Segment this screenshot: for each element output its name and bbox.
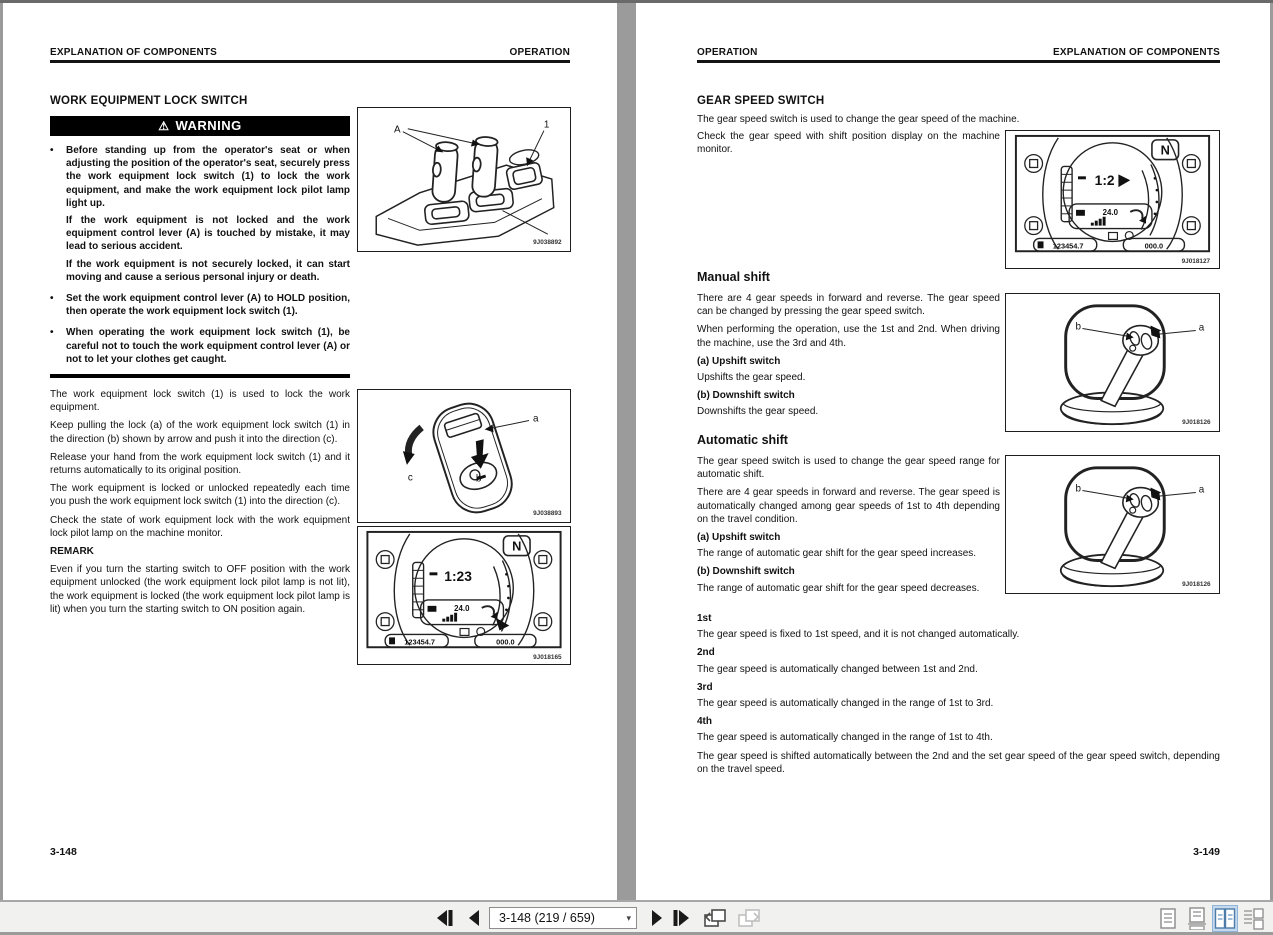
paragraph: The gear speed switch is used to change the gear speed range for automatic shift. <box>697 456 1000 481</box>
figure-label-a: a <box>1198 322 1205 334</box>
running-header-left: EXPLANATION OF COMPONENTS <box>50 47 218 58</box>
gear-mode-text: The gear speed is fixed to 1st speed, and it is not changed automatically. <box>697 629 1020 641</box>
warning-text: Before standing up from the operator's seat or when adjusting the position of the operator's seat, securely press the work equipment lock switch (1) to lock the work equipment, and make the work equipment lock pilot lamp light up. <box>66 145 350 209</box>
warning-bottom-rule <box>50 374 350 378</box>
gear-mode-label: 4th <box>697 716 712 728</box>
paragraph: There are 4 gear speeds in forward and reverse. The gear speed can be changed by pressing the gear speed switch. <box>697 293 1000 318</box>
figure-gear-lever-automatic <box>1005 455 1220 594</box>
monitor-shift-position: 1:2 <box>1094 173 1115 189</box>
header-rule <box>50 60 570 63</box>
page-number: 3-149 <box>1193 846 1220 858</box>
gear-mode-text: The gear speed is automatically changed in the range of 1st to 3rd. <box>697 698 994 710</box>
page-title: WORK EQUIPMENT LOCK SWITCH <box>50 95 248 107</box>
monitor-speed: 000.0 <box>496 637 515 647</box>
downshift-switch-label: (b) Downshift switch <box>697 390 795 402</box>
running-header-right: OPERATION <box>509 47 570 58</box>
figure-label-a: a <box>532 413 539 425</box>
paragraph: Check the state of work equipment lock with the work equipment lock pilot lamp on the machine monitor. <box>50 514 350 539</box>
view-mode-continuous-button[interactable] <box>1185 906 1209 931</box>
figure-console-levers <box>357 107 571 252</box>
intro-paragraph <box>697 113 1220 131</box>
previous-view-button[interactable] <box>702 908 728 928</box>
warning-bullet <box>50 144 350 288</box>
upshift-switch-label: (a) Upshift switch <box>697 532 781 544</box>
paragraph: The work equipment is locked or unlocked repeatedly each time you push the work equipment lock switch (1) into the direction (c). <box>50 483 350 508</box>
view-mode-single-page-button[interactable] <box>1156 906 1180 931</box>
warning-text: If the work equipment is not securely locked, it can start moving and cause a serious personal injury or death. <box>66 258 350 283</box>
figure-monitor-shift-display <box>1005 130 1220 269</box>
paragraph: The gear speed switch is used to change the gear speed of the machine. <box>697 114 1020 125</box>
figure-code: 9J018127 <box>1181 258 1211 266</box>
upshift-switch-label: (a) Upshift switch <box>697 355 781 367</box>
paragraph: The range of automatic gear shift for the gear speed decreases. <box>697 582 980 594</box>
monitor-odometer: 123454.7 <box>404 637 436 647</box>
page-number-value: 3-148 (219 / 659) <box>499 911 595 925</box>
figure-label-b: b <box>1075 321 1082 333</box>
automatic-shift-heading: Automatic shift <box>697 433 788 447</box>
left-text-column <box>50 116 350 621</box>
remark-text: Even if you turn the starting switch to OFF position with the work equipment unlocked (the work equipment lock pilot lamp is not lit), the work equipment is locked (the work equipment lock pilot lamp is lit) when you turn the starting switch to ON position again. <box>50 564 350 615</box>
previous-page-button[interactable] <box>464 908 486 928</box>
warning-block <box>50 116 350 378</box>
warning-bullet <box>50 292 350 322</box>
warning-icon: ⚠ <box>158 119 170 133</box>
gear-mode-list <box>697 611 1220 781</box>
manual-shift-text <box>697 292 1000 424</box>
downshift-switch-label: (b) Downshift switch <box>697 566 795 578</box>
figure-code: 9J018126 <box>1182 419 1211 427</box>
gear-mode-label: 1st <box>697 613 712 624</box>
paragraph: When performing the operation, use the 1st and 2nd. When driving the machine, use the 3rd and 4th. <box>697 324 1000 349</box>
running-header-left: OPERATION <box>697 47 758 58</box>
next-page-button[interactable] <box>645 908 667 928</box>
page-number: 3-148 <box>50 846 77 858</box>
intro-paragraph-2 <box>697 130 1000 161</box>
monitor-odometer: 123454.7 <box>1052 241 1084 251</box>
view-mode-facing-button[interactable] <box>1213 906 1237 931</box>
gear-mode-label: 3rd <box>697 681 713 693</box>
pdf-page-right <box>636 3 1270 900</box>
paragraph: The work equipment lock switch (1) is used to lock the work equipment. <box>50 389 350 414</box>
warning-header <box>50 116 350 136</box>
figure-lock-switch <box>357 389 571 523</box>
automatic-shift-text <box>697 455 1000 600</box>
figure-code: 9J038893 <box>533 510 562 518</box>
bullet-marker: • <box>50 293 54 305</box>
figure-label-b: b <box>475 473 482 485</box>
figure-machine-monitor <box>357 526 571 665</box>
figure-code: 9J018165 <box>533 654 562 662</box>
remark-heading: REMARK <box>50 546 94 558</box>
warning-text: When operating the work equipment lock switch (1), be careful not to touch the work equipment control lever (A) or not to let your clothes get caught. <box>66 327 350 365</box>
paragraph: There are 4 gear speeds in forward and reverse. The gear speed is automatically changed among gear speeds of 1st to 4th depending on the travel condition. <box>697 487 1000 525</box>
page-title: GEAR SPEED SWITCH <box>697 95 825 107</box>
monitor-gear-display: N <box>1160 142 1170 158</box>
closing-paragraph: The gear speed is shifted automatically between the 2nd and the set gear speed of the gear speed switch, depending on the travel speed. <box>697 750 1220 775</box>
figure-label-c: c <box>407 472 413 484</box>
warning-text: Set the work equipment control lever (A) to HOLD position, then operate the work equipment lock switch (1). <box>66 293 350 318</box>
page-number-combobox[interactable] <box>489 907 637 929</box>
last-page-button[interactable] <box>670 908 692 928</box>
viewer-toolbar <box>0 900 1273 932</box>
gear-mode-label: 2nd <box>697 647 715 659</box>
paragraph: Downshifts the gear speed. <box>697 406 819 418</box>
paragraph: Check the gear speed with shift position display on the machine monitor. <box>697 131 1000 156</box>
figure-code: 9J038892 <box>533 239 562 247</box>
monitor-gear-display: N <box>512 538 522 554</box>
header-rule <box>697 60 1220 63</box>
bullet-marker: • <box>50 145 54 156</box>
paragraph: Upshifts the gear speed. <box>697 372 806 384</box>
view-mode-continuous-facing-button[interactable] <box>1242 906 1266 931</box>
pdf-page-left <box>3 3 617 900</box>
body-paragraphs <box>50 388 350 616</box>
next-view-button[interactable] <box>736 908 762 928</box>
gear-mode-text: The gear speed is automatically changed in the range of 1st to 4th. <box>697 732 993 744</box>
warning-label: WARNING <box>175 118 242 133</box>
running-header-right: EXPLANATION OF COMPONENTS <box>1052 47 1220 58</box>
figure-label-A: A <box>393 124 401 136</box>
monitor-temp-display: 24.0 <box>1102 207 1118 217</box>
figure-label-1: 1 <box>543 119 550 131</box>
paragraph: The range of automatic gear shift for the gear speed increases. <box>697 548 977 560</box>
bullet-marker: • <box>50 327 54 339</box>
first-page-button[interactable] <box>434 908 456 928</box>
figure-label-b: b <box>1075 483 1082 495</box>
monitor-time-display: 1:23 <box>444 569 472 585</box>
gear-mode-text: The gear speed is automatically changed between 1st and 2nd. <box>697 663 978 675</box>
warning-bullet <box>50 326 350 370</box>
figure-code: 9J018126 <box>1182 581 1211 589</box>
figure-gear-lever-manual <box>1005 293 1220 432</box>
monitor-temp-display: 24.0 <box>454 603 470 613</box>
figure-label-a: a <box>1198 484 1205 496</box>
monitor-speed: 000.0 <box>1144 241 1164 251</box>
manual-shift-heading: Manual shift <box>697 270 770 284</box>
paragraph: Release your hand from the work equipment lock switch (1) and it returns automatically to its original position. <box>50 451 350 477</box>
chevron-down-icon: ▾ <box>626 913 631 923</box>
warning-text: If the work equipment is not locked and the work equipment control lever (A) is touched by mistake, it may lead to serious accident. <box>66 215 350 253</box>
paragraph: Keep pulling the lock (a) of the work equipment lock switch (1) in the direction (b) shown by arrow and push it into the direction (c). <box>50 420 350 445</box>
